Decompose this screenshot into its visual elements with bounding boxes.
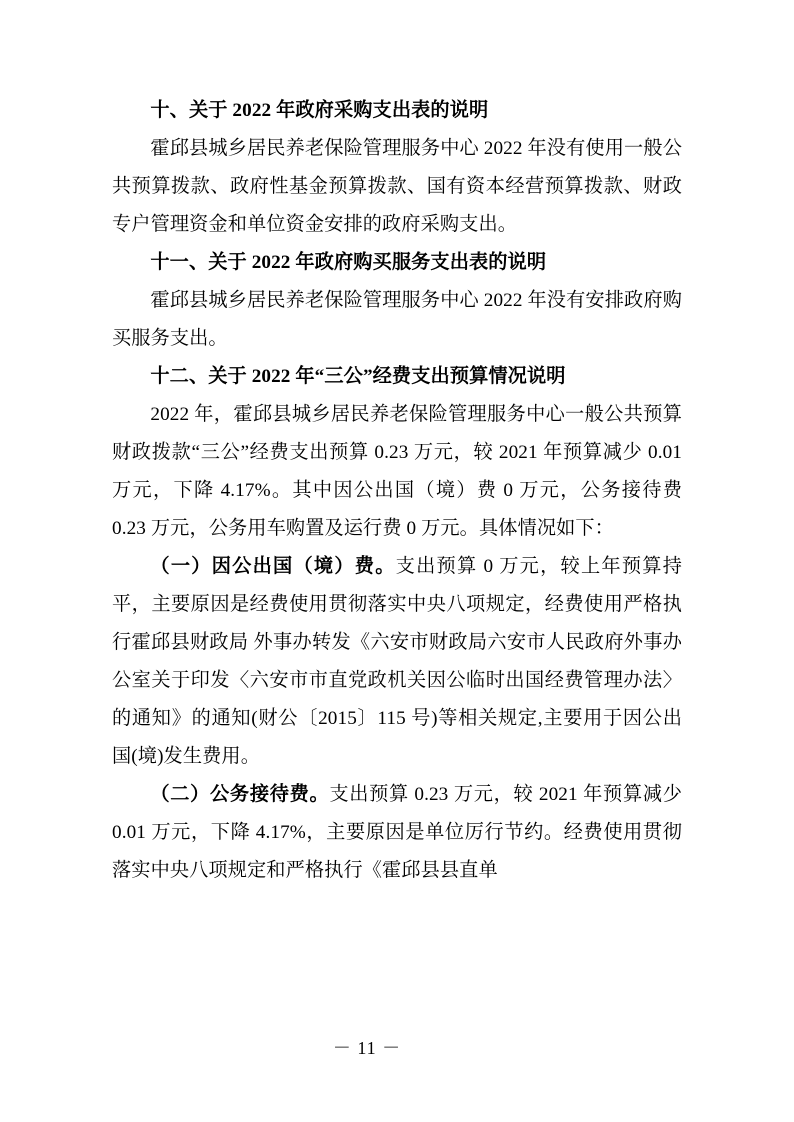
section-paragraph-ten-1: 霍邱县城乡居民养老保险管理服务中心 2022 年没有使用一般公共预算拨款、政府性基金预算拨款、国有资本经营预算拨款、财政专户管理资金和单位资金安排的政府采购支出。 [112,138,682,235]
section-item-one-text: 支出预算 0 万元，较上年预算持平，主要原因是经费使用贯彻落实中央八项规定，经费使用严格执行霍邱县财政局 外事办转发《六安市财政局六安市人民政府外事办公室关于印发〈六安市市直党政机关因公临时出国经费管理办法〉的通知》的通知(财公〔2015〕115 号)等相关规定,主要用于因公出国(境)发生费用。 [112,556,682,767]
section-item-two-text: 支出预算 0.23 万元，较 2021 年预算减少 0.01 万元，下降 4.17%，主要原因是单位厉行节约。经费使用贯彻落实中央八项规定和严格执行《霍邱县县直单 [112,784,682,881]
section-heading-ten: 十、关于 2022 年政府采购支出表的说明 [150,100,489,121]
page-number: － 11 － [332,1038,402,1058]
section-paragraph-eleven-1: 霍邱县城乡居民养老保险管理服务中心 2022 年没有安排政府购买服务支出。 [112,290,682,349]
section-heading-twelve: 十二、关于 2022 年“三公”经费支出预算情况说明 [150,366,566,387]
section-item-one [112,548,682,776]
section-item-two [112,776,682,890]
section-item-one-lead: （一）因公出国（境）费。 [150,556,396,577]
document-body [112,92,682,890]
section-item-two-lead: （二）公务接待费。 [150,784,330,805]
section-heading-eleven: 十一、关于 2022 年政府购买服务支出表的说明 [150,252,547,273]
section-paragraph-twelve-1: 2022 年，霍邱县城乡居民养老保险管理服务中心一般公共预算财政拨款“三公”经费支出预算 0.23 万元，较 2021 年预算减少 0.01 万元，下降 4.17%。其中因公出国（境）费 0 万元，公务接待费 0.23 万元，公务用车购置及运行费 0 万元。具体情况如下： [112,404,682,539]
